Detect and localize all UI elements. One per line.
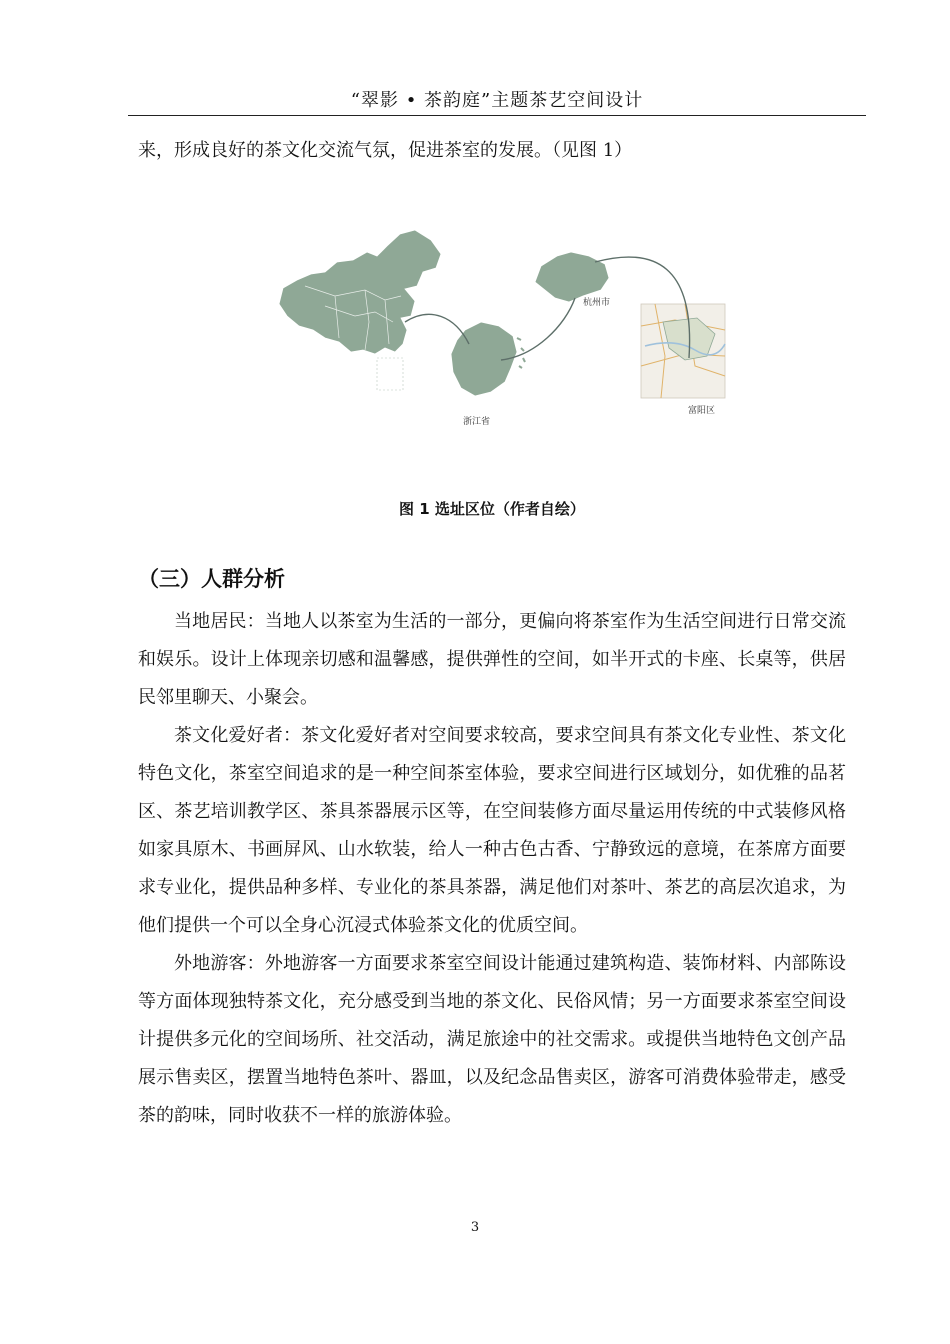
label-zhejiang: 浙江省: [463, 417, 491, 427]
figure-caption: 图 1 选址区位（作者自绘）: [399, 500, 585, 518]
intro-line: 来，形成良好的茶文化交流气氛，促进茶室的发展。（见图 1）: [138, 140, 633, 161]
paragraph-tea-enthusiasts: 茶文化爱好者：茶文化爱好者对空间要求较高，要求空间具有茶文化专业性、茶文化特色文化，茶室空间追求的是一种空间茶室体验，要求空间进行区域划分，如优雅的品茗区、茶艺培训教学区、茶具茶器展示区等，在空间装修方面尽量运用传统的中式装修风格如家具原木、书画屏风、山水软装，给人一种古色古香、宁静致远的意境，在茶席方面要求专业化，提供品种多样、专业化的茶具茶器，满足他们对茶叶、茶艺的高层次追求，为他们提供一个可以全身心沉浸式体验茶文化的优质空间。: [138, 725, 846, 936]
running-header: “翠影 • 茶韵庭”主题茶艺空间设计: [350, 90, 644, 111]
header-rule: [128, 115, 866, 116]
hangzhou-map-shape: [535, 252, 609, 302]
label-hangzhou: 杭州市: [583, 298, 611, 308]
body-paragraphs: [138, 603, 846, 1135]
location-map-graphic: [265, 226, 727, 430]
page-number: 3: [470, 1220, 480, 1235]
paragraph-tourists: 外地游客：外地游客一方面要求茶室空间设计能通过建筑构造、装饰材料、内部陈设等方面体现独特茶文化，充分感受到当地的茶文化、民俗风情；另一方面要求茶室空间设计提供多元化的空间场所、社交活动，满足旅途中的社交需求。或提供当地特色文创产品展示售卖区，摆置当地特色茶叶、器皿，以及纪念品售卖区，游客可消费体验带走，感受茶的韵味，同时收获不一样的旅游体验。: [138, 953, 846, 1126]
china-map-shape: [279, 230, 441, 354]
south-sea-islands: [377, 358, 403, 390]
site-location-figure: [265, 226, 727, 430]
label-fuyang: 富阳区: [688, 406, 716, 416]
paragraph-local-residents: 当地居民：当地人以茶室为生活的一部分，更偏向将茶室作为生活空间进行日常交流和娱乐。设计上体现亲切感和温馨感，提供弹性的空间，如半开式的卡座、长桌等，供居民邻里聊天、小聚会。: [138, 611, 846, 708]
section-heading: （三）人群分析: [138, 567, 285, 591]
